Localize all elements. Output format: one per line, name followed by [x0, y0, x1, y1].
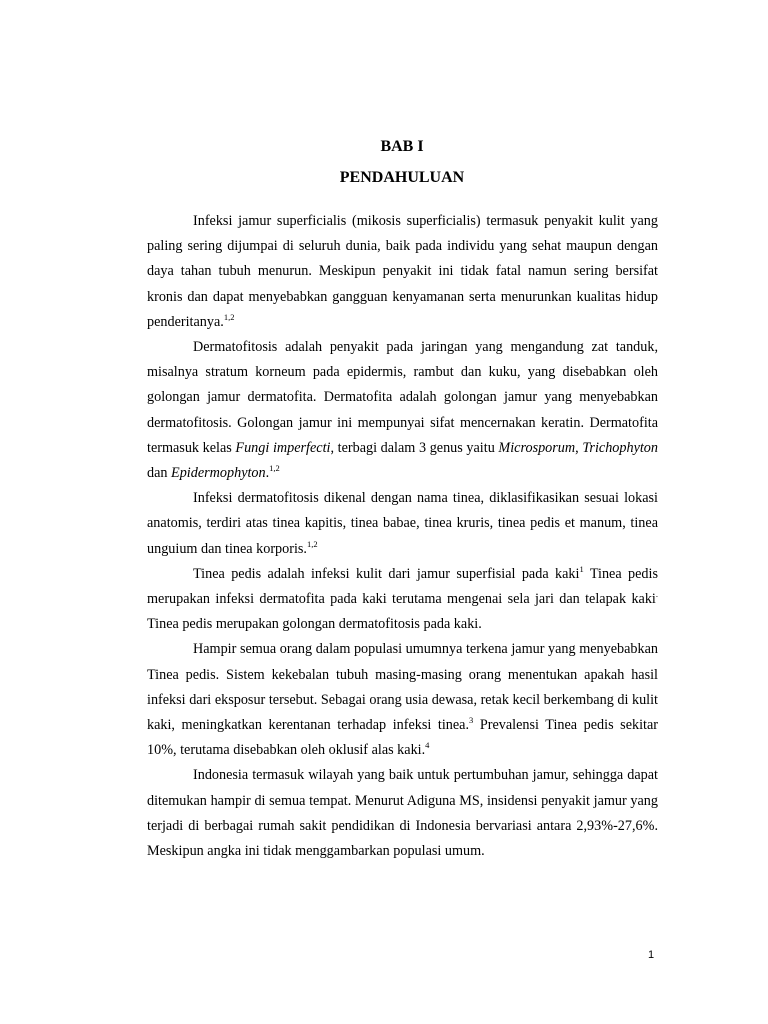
italic-term: Microsporum	[498, 439, 576, 456]
paragraph	[147, 486, 658, 562]
page-number: 1	[648, 949, 655, 961]
italic-term: Fungi imperfecti	[235, 439, 331, 456]
chapter-title: PENDAHULUAN	[339, 169, 465, 186]
italic-term: Trichophyton	[582, 439, 658, 456]
italic-term: Epidermophyton	[171, 465, 266, 482]
citation-superscript: 1,2	[269, 463, 280, 474]
citation-superscript: 1,2	[223, 311, 235, 322]
text-run: Prevalensi Tinea pedis sekitar 10%, terutama disebabkan oleh oklusif alas kaki.	[147, 717, 658, 759]
text-run: .	[265, 465, 270, 482]
text-run: Indonesia termasuk wilayah yang baik untuk pertumbuhan jamur, sehingga dapat ditemukan hampir di semua tempat. Menurut Adiguna MS, insidensi penyakit jamur yang terjadi di berbagai rumah sakit pendidikan di Indonesia bervariasi antara 2,93%-27,6%. Meskipun angka ini tidak menggambarkan populasi umum.	[147, 767, 658, 860]
paragraph	[147, 335, 658, 486]
text-run: , terbagi dalam 3 genus yaitu	[330, 439, 499, 456]
text-run: Infeksi dermatofitosis dikenal dengan nama tinea, diklasifikasikan sesuai lokasi anatomis, terdiri atas tinea kapitis, tinea babae, tinea kruris, tinea pedis et manum, tinea unguium dan tinea korporis.	[147, 490, 658, 557]
text-run: Infeksi jamur superficialis (mikosis superficialis) termasuk penyakit kulit yang paling sering dijumpai di seluruh dunia, baik pada individu yang sehat maupun dengan daya tahan tubuh menurun. Meskipun penyakit ini tidak fatal namun sering bersifat kronis dan dapat menyebabkan gangguan kenyamanan serta menurunkan kualitas hidup penderitanya.	[147, 213, 658, 330]
text-run: Dermatofitosis adalah penyakit pada jaringan yang mengandung zat tanduk, misalnya stratum korneum pada epidermis, rambut dan kuku, yang disebabkan oleh golongan jamur dermatofita. Dermatofita adalah golongan jamur yang menyebabkan dermatofitosis. Golongan jamur ini mempunyai sifat mencernakan keratin. Dermatofita termasuk kelas	[147, 339, 658, 456]
citation-superscript: .	[655, 589, 658, 600]
chapter-number: BAB I	[380, 138, 424, 155]
body-text	[147, 209, 658, 864]
citation-superscript: 1	[579, 563, 584, 574]
paragraph	[147, 763, 658, 864]
paragraph	[147, 637, 658, 763]
text-run: dan	[147, 465, 172, 482]
citation-superscript: 1,2	[306, 538, 318, 549]
citation-superscript: 4	[425, 740, 430, 751]
text-run: Tinea pedis merupakan infeksi dermatofita pada kaki terutama mengenai sela jari dan telapak kaki	[147, 565, 658, 608]
citation-superscript: 3	[469, 715, 474, 726]
text-run: ,	[575, 439, 583, 456]
text-run: Tinea pedis adalah infeksi kulit dari jamur superfisial pada kaki	[193, 565, 580, 582]
text-run: Tinea pedis merupakan golongan dermatofitosis pada kaki.	[147, 616, 482, 633]
paragraph	[147, 562, 658, 638]
text-run: Hampir semua orang dalam populasi umumnya terkena jamur yang menyebabkan Tinea pedis. Sistem kekebalan tubuh masing-masing orang menentukan apakah hasil infeksi dari eksposur tersebut. Sebagai orang usia dewasa, retak kecil berkembang di kulit kaki, meningkatkan kerentanan terhadap infeksi tinea.	[147, 641, 658, 734]
paragraph	[147, 209, 658, 335]
